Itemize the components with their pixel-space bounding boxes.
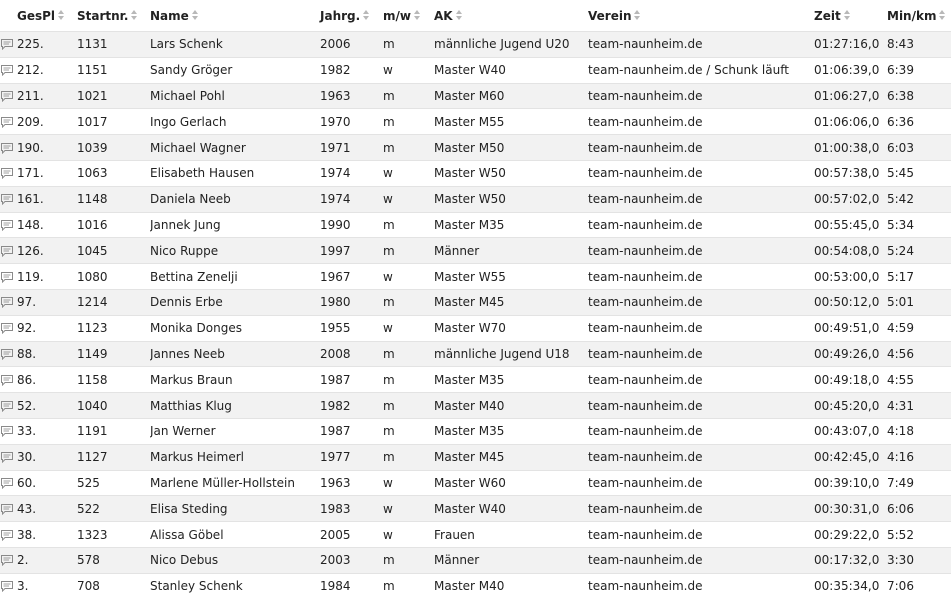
header-name[interactable]: Name [150, 0, 320, 32]
cell-name: Jan Werner [150, 418, 320, 444]
cell-age-class: Master M35 [434, 212, 588, 238]
cell-time: 00:49:26,0 [814, 341, 887, 367]
sort-arrows-icon[interactable] [192, 10, 199, 21]
cell-age-class: Master W40 [434, 496, 588, 522]
cell-year: 2006 [320, 32, 383, 58]
cell-time: 00:55:45,0 [814, 212, 887, 238]
cell-place: 171. [17, 160, 77, 186]
row-comment-cell [0, 109, 17, 135]
cell-start-number: 525 [77, 470, 150, 496]
cell-age-class: Master M55 [434, 109, 588, 135]
cell-place: 86. [17, 367, 77, 393]
cell-age-class: Master W50 [434, 160, 588, 186]
cell-pace: 5:01 [887, 289, 951, 315]
cell-sex: w [383, 522, 434, 548]
cell-year: 1987 [320, 367, 383, 393]
cell-year: 1971 [320, 135, 383, 161]
cell-name: Monika Donges [150, 315, 320, 341]
cell-time: 00:35:34,0 [814, 573, 887, 599]
row-comment-cell [0, 573, 17, 599]
table-row[interactable] [0, 109, 951, 135]
results-body [0, 32, 951, 599]
cell-age-class: Master M45 [434, 289, 588, 315]
comment-icon[interactable] [1, 323, 13, 334]
cell-pace: 6:39 [887, 57, 951, 83]
cell-club: team-naunheim.de [588, 186, 814, 212]
table-row[interactable] [0, 418, 951, 444]
row-comment-cell [0, 393, 17, 419]
cell-club: team-naunheim.de [588, 418, 814, 444]
cell-pace: 4:56 [887, 341, 951, 367]
cell-sex: w [383, 496, 434, 522]
comment-icon[interactable] [1, 220, 13, 231]
cell-place: 148. [17, 212, 77, 238]
cell-year: 1974 [320, 186, 383, 212]
cell-year: 2008 [320, 341, 383, 367]
cell-club: team-naunheim.de [588, 341, 814, 367]
table-row[interactable] [0, 470, 951, 496]
cell-sex: w [383, 186, 434, 212]
table-row[interactable] [0, 444, 951, 470]
row-comment-cell [0, 32, 17, 58]
cell-club: team-naunheim.de [588, 289, 814, 315]
cell-time: 00:29:22,0 [814, 522, 887, 548]
cell-time: 00:49:51,0 [814, 315, 887, 341]
cell-start-number: 1021 [77, 83, 150, 109]
cell-club: team-naunheim.de / Schunk läuft [588, 57, 814, 83]
cell-place: 88. [17, 341, 77, 367]
comment-icon[interactable] [1, 530, 13, 541]
table-row[interactable] [0, 289, 951, 315]
cell-place: 225. [17, 32, 77, 58]
cell-name: Jannek Jung [150, 212, 320, 238]
cell-place: 97. [17, 289, 77, 315]
cell-age-class: Master M40 [434, 573, 588, 599]
cell-club: team-naunheim.de [588, 109, 814, 135]
cell-sex: m [383, 212, 434, 238]
comment-icon[interactable] [1, 65, 13, 76]
cell-age-class: Master M45 [434, 444, 588, 470]
cell-club: team-naunheim.de [588, 160, 814, 186]
row-comment-cell [0, 135, 17, 161]
cell-pace: 4:59 [887, 315, 951, 341]
comment-icon[interactable] [1, 143, 13, 154]
cell-pace: 6:36 [887, 109, 951, 135]
cell-sex: w [383, 315, 434, 341]
cell-age-class: Master M60 [434, 83, 588, 109]
row-comment-cell [0, 264, 17, 290]
comment-icon[interactable] [1, 349, 13, 360]
cell-name: Nico Debus [150, 547, 320, 573]
cell-place: 190. [17, 135, 77, 161]
row-comment-cell [0, 83, 17, 109]
cell-time: 01:06:06,0 [814, 109, 887, 135]
row-comment-cell [0, 341, 17, 367]
comment-icon[interactable] [1, 246, 13, 257]
cell-age-class: Frauen [434, 522, 588, 548]
cell-start-number: 1127 [77, 444, 150, 470]
cell-place: 60. [17, 470, 77, 496]
table-row[interactable] [0, 212, 951, 238]
cell-pace: 6:03 [887, 135, 951, 161]
cell-start-number: 1151 [77, 57, 150, 83]
cell-age-class: Männer [434, 238, 588, 264]
cell-sex: m [383, 573, 434, 599]
comment-icon[interactable] [1, 168, 13, 179]
cell-sex: w [383, 264, 434, 290]
table-row[interactable] [0, 573, 951, 599]
cell-club: team-naunheim.de [588, 470, 814, 496]
cell-pace: 3:30 [887, 547, 951, 573]
comment-icon[interactable] [1, 478, 13, 489]
cell-start-number: 522 [77, 496, 150, 522]
cell-time: 00:53:00,0 [814, 264, 887, 290]
cell-age-class: Master M35 [434, 418, 588, 444]
row-comment-cell [0, 160, 17, 186]
header-icon-spacer [0, 0, 17, 32]
table-row[interactable] [0, 264, 951, 290]
comment-icon[interactable] [1, 194, 13, 205]
cell-start-number: 1016 [77, 212, 150, 238]
sort-arrows-icon[interactable] [634, 10, 641, 21]
row-comment-cell [0, 57, 17, 83]
cell-sex: m [383, 547, 434, 573]
cell-age-class: Master M40 [434, 393, 588, 419]
row-comment-cell [0, 367, 17, 393]
table-row[interactable] [0, 57, 951, 83]
cell-age-class: Männer [434, 547, 588, 573]
cell-club: team-naunheim.de [588, 32, 814, 58]
cell-start-number: 708 [77, 573, 150, 599]
cell-name: Markus Heimerl [150, 444, 320, 470]
cell-club: team-naunheim.de [588, 573, 814, 599]
cell-pace: 4:55 [887, 367, 951, 393]
cell-pace: 5:42 [887, 186, 951, 212]
cell-name: Stanley Schenk [150, 573, 320, 599]
cell-sex: m [383, 341, 434, 367]
comment-icon[interactable] [1, 452, 13, 463]
cell-age-class: Master W70 [434, 315, 588, 341]
table-row[interactable] [0, 496, 951, 522]
cell-time: 00:49:18,0 [814, 367, 887, 393]
table-row[interactable] [0, 341, 951, 367]
cell-name: Daniela Neeb [150, 186, 320, 212]
cell-sex: w [383, 57, 434, 83]
cell-year: 1982 [320, 393, 383, 419]
cell-sex: m [383, 32, 434, 58]
comment-icon[interactable] [1, 272, 13, 283]
table-row[interactable] [0, 186, 951, 212]
table-row[interactable] [0, 522, 951, 548]
header-row [0, 0, 951, 32]
row-comment-cell [0, 212, 17, 238]
cell-start-number: 578 [77, 547, 150, 573]
cell-name: Nico Ruppe [150, 238, 320, 264]
cell-start-number: 1191 [77, 418, 150, 444]
cell-club: team-naunheim.de [588, 238, 814, 264]
cell-pace: 7:06 [887, 573, 951, 599]
sort-arrows-icon[interactable] [58, 10, 65, 21]
comment-icon[interactable] [1, 555, 13, 566]
table-row[interactable] [0, 32, 951, 58]
table-row[interactable] [0, 238, 951, 264]
comment-icon[interactable] [1, 401, 13, 412]
cell-place: 33. [17, 418, 77, 444]
cell-sex: m [383, 367, 434, 393]
cell-time: 00:54:08,0 [814, 238, 887, 264]
cell-name: Marlene Müller-Hollstein [150, 470, 320, 496]
table-row[interactable] [0, 393, 951, 419]
cell-time: 00:42:45,0 [814, 444, 887, 470]
cell-age-class: Master W55 [434, 264, 588, 290]
cell-name: Elisa Steding [150, 496, 320, 522]
sort-arrows-icon[interactable] [939, 10, 946, 21]
cell-sex: w [383, 160, 434, 186]
header-gespl[interactable]: GesPl [17, 0, 77, 32]
cell-year: 2005 [320, 522, 383, 548]
cell-sex: w [383, 470, 434, 496]
cell-pace: 5:52 [887, 522, 951, 548]
header-jahrg[interactable]: Jahrg. [320, 0, 383, 32]
header-zeit[interactable]: Zeit [814, 0, 887, 32]
cell-place: 38. [17, 522, 77, 548]
cell-start-number: 1045 [77, 238, 150, 264]
table-row[interactable] [0, 135, 951, 161]
cell-start-number: 1123 [77, 315, 150, 341]
cell-place: 3. [17, 573, 77, 599]
cell-age-class: Master W60 [434, 470, 588, 496]
header-ak[interactable]: AK [434, 0, 588, 32]
comment-icon[interactable] [1, 297, 13, 308]
cell-pace: 5:45 [887, 160, 951, 186]
cell-start-number: 1040 [77, 393, 150, 419]
cell-time: 01:06:27,0 [814, 83, 887, 109]
header-startnr[interactable]: Startnr. [77, 0, 150, 32]
row-comment-cell [0, 289, 17, 315]
cell-time: 00:57:02,0 [814, 186, 887, 212]
cell-pace: 7:49 [887, 470, 951, 496]
row-comment-cell [0, 418, 17, 444]
cell-place: 43. [17, 496, 77, 522]
cell-year: 1970 [320, 109, 383, 135]
cell-sex: m [383, 393, 434, 419]
cell-pace: 6:06 [887, 496, 951, 522]
cell-club: team-naunheim.de [588, 547, 814, 573]
cell-time: 01:00:38,0 [814, 135, 887, 161]
row-comment-cell [0, 186, 17, 212]
cell-age-class: männliche Jugend U18 [434, 341, 588, 367]
cell-pace: 5:24 [887, 238, 951, 264]
comment-icon[interactable] [1, 91, 13, 102]
cell-sex: m [383, 83, 434, 109]
row-comment-cell [0, 238, 17, 264]
cell-start-number: 1214 [77, 289, 150, 315]
cell-club: team-naunheim.de [588, 444, 814, 470]
cell-year: 1963 [320, 83, 383, 109]
cell-club: team-naunheim.de [588, 264, 814, 290]
cell-year: 1980 [320, 289, 383, 315]
cell-club: team-naunheim.de [588, 135, 814, 161]
cell-year: 1963 [320, 470, 383, 496]
cell-place: 126. [17, 238, 77, 264]
sort-arrows-icon[interactable] [844, 10, 851, 21]
cell-place: 212. [17, 57, 77, 83]
cell-name: Ingo Gerlach [150, 109, 320, 135]
cell-club: team-naunheim.de [588, 212, 814, 238]
cell-club: team-naunheim.de [588, 315, 814, 341]
cell-place: 52. [17, 393, 77, 419]
cell-year: 1974 [320, 160, 383, 186]
cell-age-class: Master M35 [434, 367, 588, 393]
comment-icon[interactable] [1, 426, 13, 437]
cell-pace: 4:18 [887, 418, 951, 444]
table-row[interactable] [0, 547, 951, 573]
cell-name: Bettina Zenelji [150, 264, 320, 290]
cell-name: Jannes Neeb [150, 341, 320, 367]
row-comment-cell [0, 496, 17, 522]
header-minkm[interactable]: Min/km [887, 0, 951, 32]
sort-arrows-icon[interactable] [363, 10, 370, 21]
cell-year: 1983 [320, 496, 383, 522]
cell-year: 1984 [320, 573, 383, 599]
comment-icon[interactable] [1, 375, 13, 386]
cell-year: 1967 [320, 264, 383, 290]
cell-pace: 8:43 [887, 32, 951, 58]
cell-name: Lars Schenk [150, 32, 320, 58]
comment-icon[interactable] [1, 39, 13, 50]
table-row[interactable] [0, 367, 951, 393]
cell-name: Michael Pohl [150, 83, 320, 109]
cell-time: 01:06:39,0 [814, 57, 887, 83]
cell-place: 2. [17, 547, 77, 573]
cell-place: 92. [17, 315, 77, 341]
cell-start-number: 1080 [77, 264, 150, 290]
cell-start-number: 1063 [77, 160, 150, 186]
header-verein[interactable]: Verein [588, 0, 814, 32]
cell-year: 1977 [320, 444, 383, 470]
cell-club: team-naunheim.de [588, 522, 814, 548]
sort-arrows-icon[interactable] [414, 10, 421, 21]
cell-place: 119. [17, 264, 77, 290]
comment-icon[interactable] [1, 581, 13, 592]
cell-time: 00:57:38,0 [814, 160, 887, 186]
cell-name: Elisabeth Hausen [150, 160, 320, 186]
cell-pace: 5:34 [887, 212, 951, 238]
cell-time: 00:17:32,0 [814, 547, 887, 573]
cell-start-number: 1131 [77, 32, 150, 58]
cell-name: Dennis Erbe [150, 289, 320, 315]
cell-age-class: Master M50 [434, 135, 588, 161]
comment-icon[interactable] [1, 117, 13, 128]
cell-pace: 6:38 [887, 83, 951, 109]
cell-age-class: Master W40 [434, 57, 588, 83]
cell-place: 161. [17, 186, 77, 212]
cell-year: 1990 [320, 212, 383, 238]
row-comment-cell [0, 315, 17, 341]
cell-club: team-naunheim.de [588, 496, 814, 522]
cell-pace: 5:17 [887, 264, 951, 290]
comment-icon[interactable] [1, 504, 13, 515]
cell-sex: m [383, 109, 434, 135]
cell-place: 209. [17, 109, 77, 135]
sort-arrows-icon[interactable] [131, 10, 138, 21]
cell-pace: 4:16 [887, 444, 951, 470]
row-comment-cell [0, 470, 17, 496]
cell-sex: m [383, 289, 434, 315]
cell-sex: m [383, 418, 434, 444]
cell-time: 00:45:20,0 [814, 393, 887, 419]
cell-year: 1987 [320, 418, 383, 444]
table-row[interactable] [0, 315, 951, 341]
table-row[interactable] [0, 83, 951, 109]
cell-place: 211. [17, 83, 77, 109]
cell-start-number: 1148 [77, 186, 150, 212]
row-comment-cell [0, 522, 17, 548]
cell-name: Matthias Klug [150, 393, 320, 419]
cell-age-class: Master W50 [434, 186, 588, 212]
cell-time: 00:43:07,0 [814, 418, 887, 444]
row-comment-cell [0, 547, 17, 573]
cell-name: Markus Braun [150, 367, 320, 393]
cell-time: 01:27:16,0 [814, 32, 887, 58]
cell-club: team-naunheim.de [588, 367, 814, 393]
cell-name: Michael Wagner [150, 135, 320, 161]
cell-start-number: 1017 [77, 109, 150, 135]
cell-time: 00:39:10,0 [814, 470, 887, 496]
cell-club: team-naunheim.de [588, 393, 814, 419]
cell-year: 1982 [320, 57, 383, 83]
sort-arrows-icon[interactable] [456, 10, 463, 21]
cell-time: 00:50:12,0 [814, 289, 887, 315]
cell-sex: m [383, 444, 434, 470]
cell-pace: 4:31 [887, 393, 951, 419]
cell-year: 2003 [320, 547, 383, 573]
cell-sex: m [383, 238, 434, 264]
cell-start-number: 1149 [77, 341, 150, 367]
cell-age-class: männliche Jugend U20 [434, 32, 588, 58]
cell-name: Alissa Göbel [150, 522, 320, 548]
cell-time: 00:30:31,0 [814, 496, 887, 522]
cell-year: 1955 [320, 315, 383, 341]
cell-start-number: 1323 [77, 522, 150, 548]
cell-name: Sandy Gröger [150, 57, 320, 83]
row-comment-cell [0, 444, 17, 470]
cell-sex: m [383, 135, 434, 161]
header-mw[interactable]: m/w [383, 0, 434, 32]
cell-club: team-naunheim.de [588, 83, 814, 109]
cell-place: 30. [17, 444, 77, 470]
cell-start-number: 1158 [77, 367, 150, 393]
cell-start-number: 1039 [77, 135, 150, 161]
cell-year: 1997 [320, 238, 383, 264]
table-row[interactable] [0, 160, 951, 186]
